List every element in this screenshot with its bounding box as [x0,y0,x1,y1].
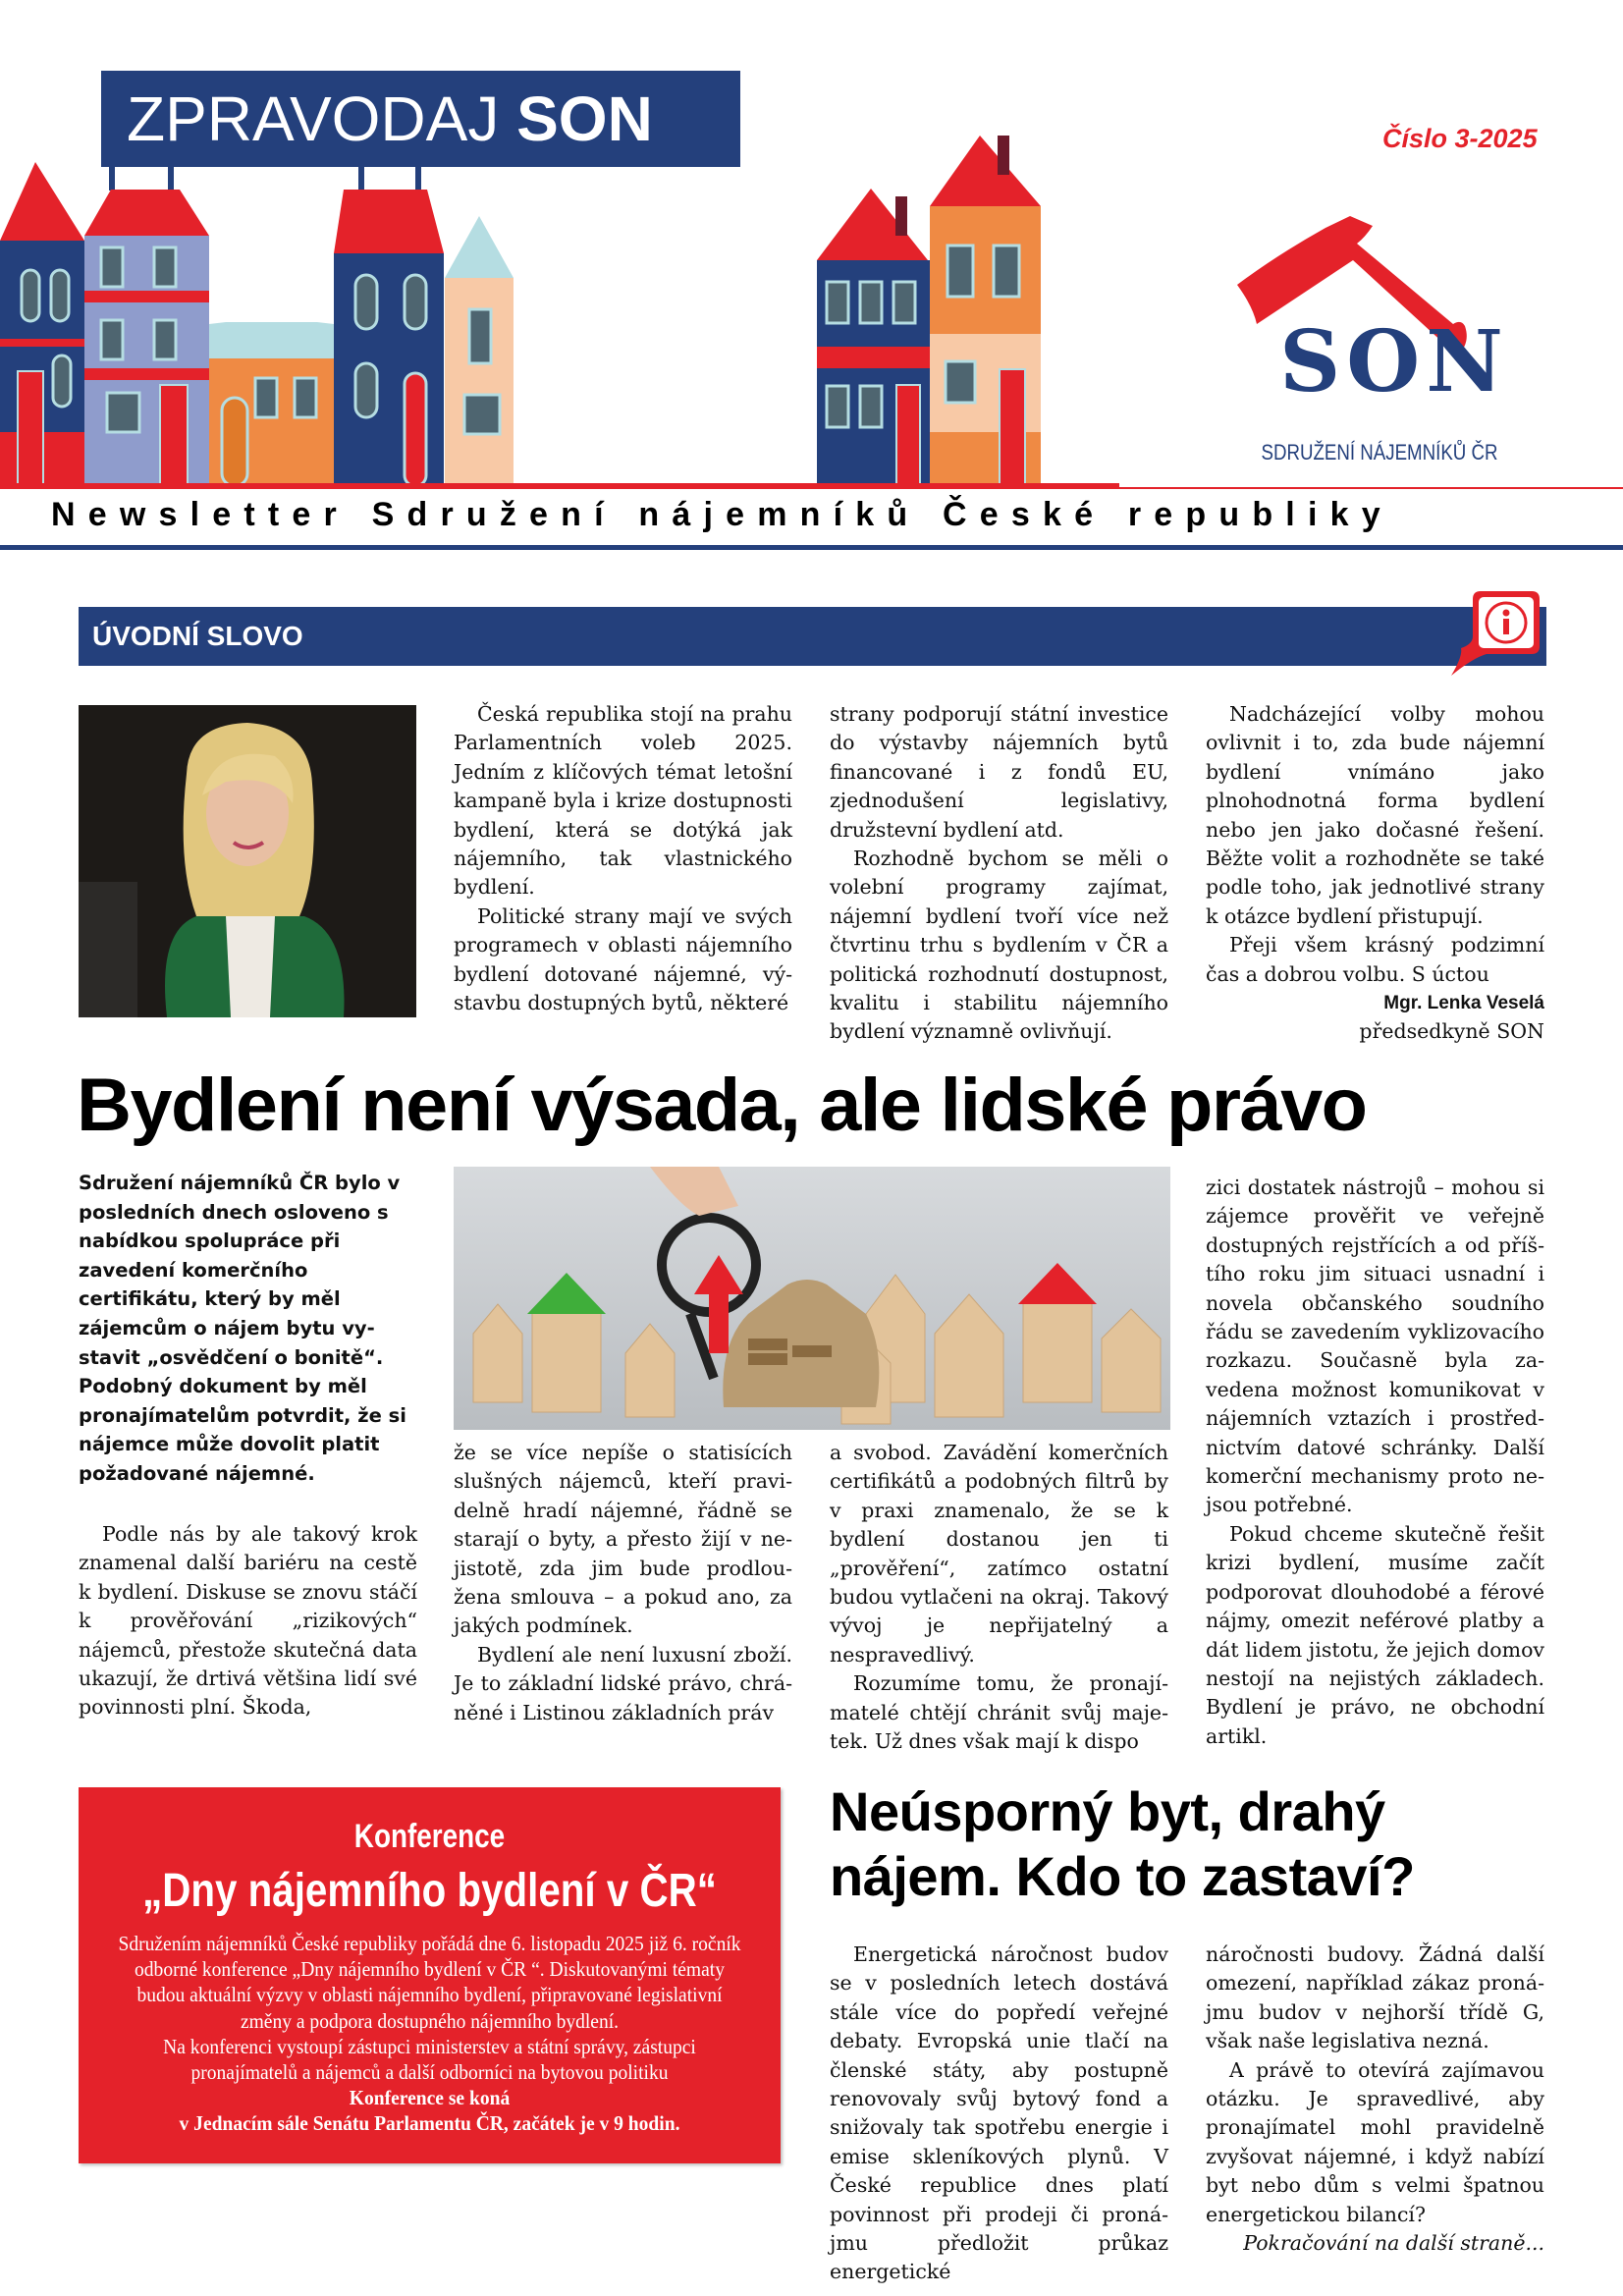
article-paragraph: Rozumíme tomu, že pronajímatelé chtějí chránit svůj majetek. Už dnes však mají k dispo [830,1671,1168,1754]
conference-description: Sdružením nájemníků České republiky pořádá dne 6. listopadu 2025 již 6. ročník odborné konference „Dny nájemního bydlení v ČR “. Diskutovanými tématy budou aktuální výzvy v oblasti nájemního bydlení, připravované legislativní změny a podpora dostupného nájemního bydlení. [118,1932,741,2033]
intro-column-3 [1206,700,1544,1047]
article-photo-houses [454,1167,1170,1430]
article-paragraph: že se více nepíše o statisících slušných nájemců, kteří pravidelně hradí nájemné, řádně se starají o byty, a přesto žijí v nejistotě, zda jim bude prodloužena smlouva – a pokud ano, za jakých podmínek. [454,1441,792,1638]
son-logo-word: SON [1279,312,1509,411]
article-paragraph: A právě to otevírá zajímavou otázku. Je spravedlivé, aby pronajímatel mohl pravidelně zvyšovat nájemné, i když nabízí byt nebo dům s velmi špatnou energetickou bilancí? [1206,2057,1544,2226]
section-title: ÚVODNÍ SLOVO [92,621,303,651]
intro-paragraph: Přeji všem krásný podzimní čas a dobrou volbu. S úctou [1206,933,1544,986]
conference-box [79,1787,781,2163]
section-title-bar [79,607,1546,666]
signature-role: předsedkyně SON [1359,1019,1544,1044]
header-red-divider [0,487,1623,489]
article-paragraph: náročnosti budovy. Žádná další omezení, například zákaz pronájmu budov v nejhorší třídě G, však naše legislativa nezná. [1206,1942,1544,2053]
article2-headline: Neúsporný byt, drahý nájem. Kdo to zastaví? [830,1780,1415,1907]
houses-illustration [0,128,1119,489]
article1-column-4 [1206,1174,1544,1751]
article1-column-1 [79,1520,417,1722]
article2-column-1 [830,1941,1168,2287]
issue-number: Číslo 3-2025 [1382,124,1538,153]
newsletter-tagline: Newsletter Sdružení nájemníků České republiky [51,496,1393,533]
intro-paragraph: Rozhodně bychom se měli o volební programy zajímat, nájemní bydlení tvoří více než čtvrtinu trhu s bydlením v ČR a politická rozhodnutí dostupnost, kvalitu i stabilitu nájemního bydlení významně ovlivňují. [830,847,1168,1044]
intro-paragraph: strany podporují státní investice do výstavby nájemních bytů financované i z fondů EU, zjednodušení legislativy, družstevní bydlení atd. [830,702,1168,842]
intro-paragraph: Česká republika stojí na prahu Parlamentních voleb 2025. Jedním z klíčových témat letošní kampaně byla i krize dostupnosti bydlení, která se dotýká jak nájemního, tak vlastnického bydlení. [454,702,792,900]
article1-column-3 [830,1439,1168,1756]
intro-paragraph: Nadcházející volby mohou ovlivnit i to, zda bude nájemní bydlení vnímáno jako plnohodnotná forma bydlení nebo jen jako dočasné řešení. Běžte volit a rozhodněte se také podle toho, jak jednotlivé strany k otázce bydlení přistupují. [1206,702,1544,928]
conference-kicker: Konference [353,1818,506,1855]
signature-name: Mgr. Lenka Veselá [1383,993,1544,1014]
article-paragraph: Pokud chceme skutečně řešit krizi bydlení, musíme začít podporovat dlouhodobé a férové nájmy, omezit neférové platby a dát lidem jistotu, že jejich domov nestojí na nejistých základech. Bydlení je právo, ne obchodní artikl. [1206,1521,1544,1748]
intro-paragraph: Politické strany mají ve svých programech v oblasti nájemního bydlení dotované nájemné, výstavbu dostupných bytů, některé [454,903,792,1015]
conference-body [103,1931,756,2137]
masthead-bold-text: SON [516,83,653,154]
article-paragraph: Bydlení ale není luxusní zboží. Je to základní lidské právo, chráněné i Listinou základních práv [454,1642,792,1724]
article1-column-2 [454,1439,792,1727]
header-blue-divider [0,545,1623,550]
article-paragraph: Podle nás by ale takový krok znamenal další bariéru na cestě k bydlení. Diskuse se znovu stáčí k prověřování „rizikových“ nájemců, přestože skutečná data ukazují, že drtivá většina lidí své povinnosti plní. Škoda, [79,1522,417,1720]
article-paragraph: zici dostatek nástrojů – mohou si zájemce prověřit ve veřejně dostupných rejstřících a od příštího roku jim situaci usnadní i novela občanského soudního řádu se zavedením vyklizovacího rozkazu. Současně byla zavedena možnost komunikovat v nájemních vztazích i prostřednictvím datové schránky. Další komerční mechanismy proto nejsou potřebné. [1206,1175,1544,1517]
article-paragraph: Energetická náročnost budov se v posledních letech dostává stále více do popředí veřejné debaty. Evropská unie tlačí na členské státy, aby postupně renovovaly svůj bytový fond a snižovaly tak spotřebu energie i emise skleníkových plynů. V České republice dnes platí povinnost při prodeji či pronájmu předložit průkaz energetické [830,1942,1168,2284]
article2-column-2 [1206,1941,1544,2258]
conference-venue-heading: Konference se koná [349,2086,511,2110]
article-lead: Sdružení nájemníků ČR bylo v posledních dnech osloveno s nabídkou spolupráce při zavedení komerčního certifikátu, který by měl zájemcům o nájem bytu vystavit „osvědčení o bonitě“. Podobný dokument by měl pronajímatelům potvrdit, že si nájemce může dovolit platit požadované nájemné. [79,1172,406,1485]
article-headline: Bydlení není výsada, ale lidské právo [77,1064,1367,1147]
intro-column-1 [454,700,792,1017]
article-paragraph: a svobod. Zavádění komerčních certifikátů a podobných filtrů by v praxi znamenalo, že se k bydlení dostanou jen ti „prověření“, zatímco ostatní budou vytlačeni na okraj. Takový vývoj je nepřijatelný a nespravedlivý. [830,1441,1168,1667]
intro-column-2 [830,700,1168,1047]
masthead-light-text: ZPRAVODAJ [127,83,517,154]
info-icon [1443,587,1542,678]
conference-speakers: Na konferenci vystoupí zástupci ministerstev a státní správy, zástupci pronajímatelů a nájemců a další odborníci na bytovou politiku [163,2034,696,2085]
conference-title: „Dny nájemního bydlení v ČR“ [142,1865,717,1917]
son-logo-subtitle: SDRUŽENÍ NÁJEMNÍKŮ ČR [1261,440,1498,465]
continued-link[interactable]: Pokračování na další straně... [1243,2231,1544,2256]
author-portrait [79,705,416,1017]
conference-venue: v Jednacím sále Senátu Parlamentu ČR, začátek je v 9 hodin. [179,2111,680,2136]
